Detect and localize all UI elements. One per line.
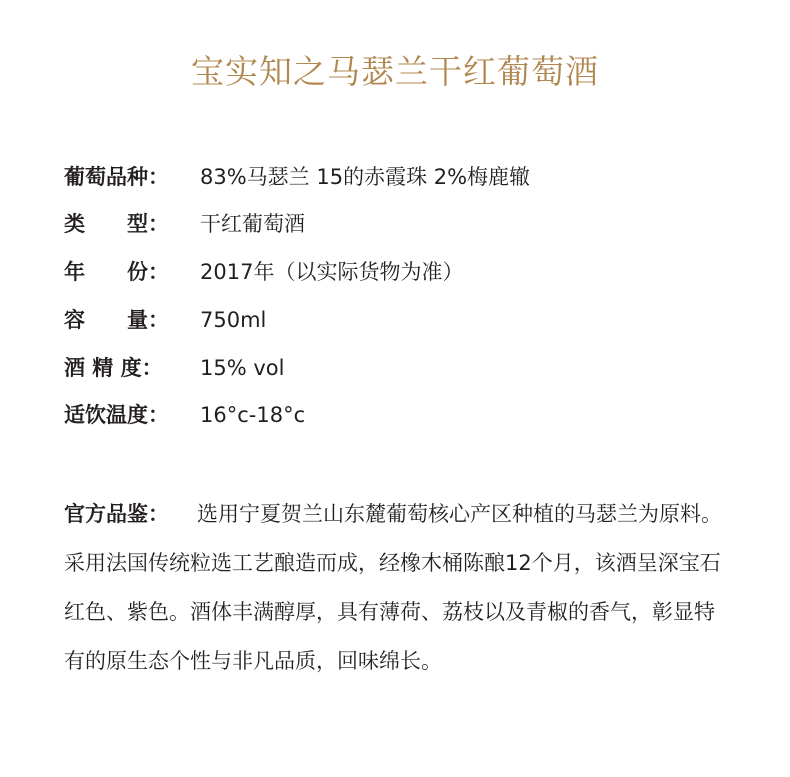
- spec-label: 类 型：: [64, 212, 169, 236]
- tasting-notes-label: 官方品鉴：: [64, 502, 169, 526]
- spec-value: 2017年（以实际货物为准）: [200, 260, 464, 284]
- tasting-notes-text: 选用宁夏贺兰山东麓葡萄核心产区种植的马瑟兰为原料。采用法国传统粒选工艺酿造而成，经橡木桶陈酿12个月，该酒呈深宝石红色、紫色。酒体丰满醇厚，具有薄荷、荔枝以及青椒的香气，彰显特有的原生态个性与非凡品质，回味绵长。: [64, 502, 722, 673]
- spec-label: 适饮温度：: [64, 403, 169, 427]
- spec-value: 15% vol: [200, 356, 285, 380]
- spec-value: 83%马瑟兰 15的赤霞珠 2%梅鹿辙: [200, 165, 531, 189]
- tasting-notes: [64, 490, 724, 686]
- spec-value: 干红葡萄酒: [200, 212, 305, 236]
- spec-label: 年 份：: [64, 260, 169, 284]
- spec-label: 葡萄品种：: [64, 165, 169, 189]
- spec-label: 酒 精 度：: [64, 356, 163, 380]
- spec-value: 16°c-18°c: [200, 403, 306, 427]
- spec-value: 750ml: [200, 308, 267, 332]
- product-title: 宝实知之马瑟兰干红葡萄酒: [191, 52, 599, 91]
- spec-label: 容 量：: [64, 308, 169, 332]
